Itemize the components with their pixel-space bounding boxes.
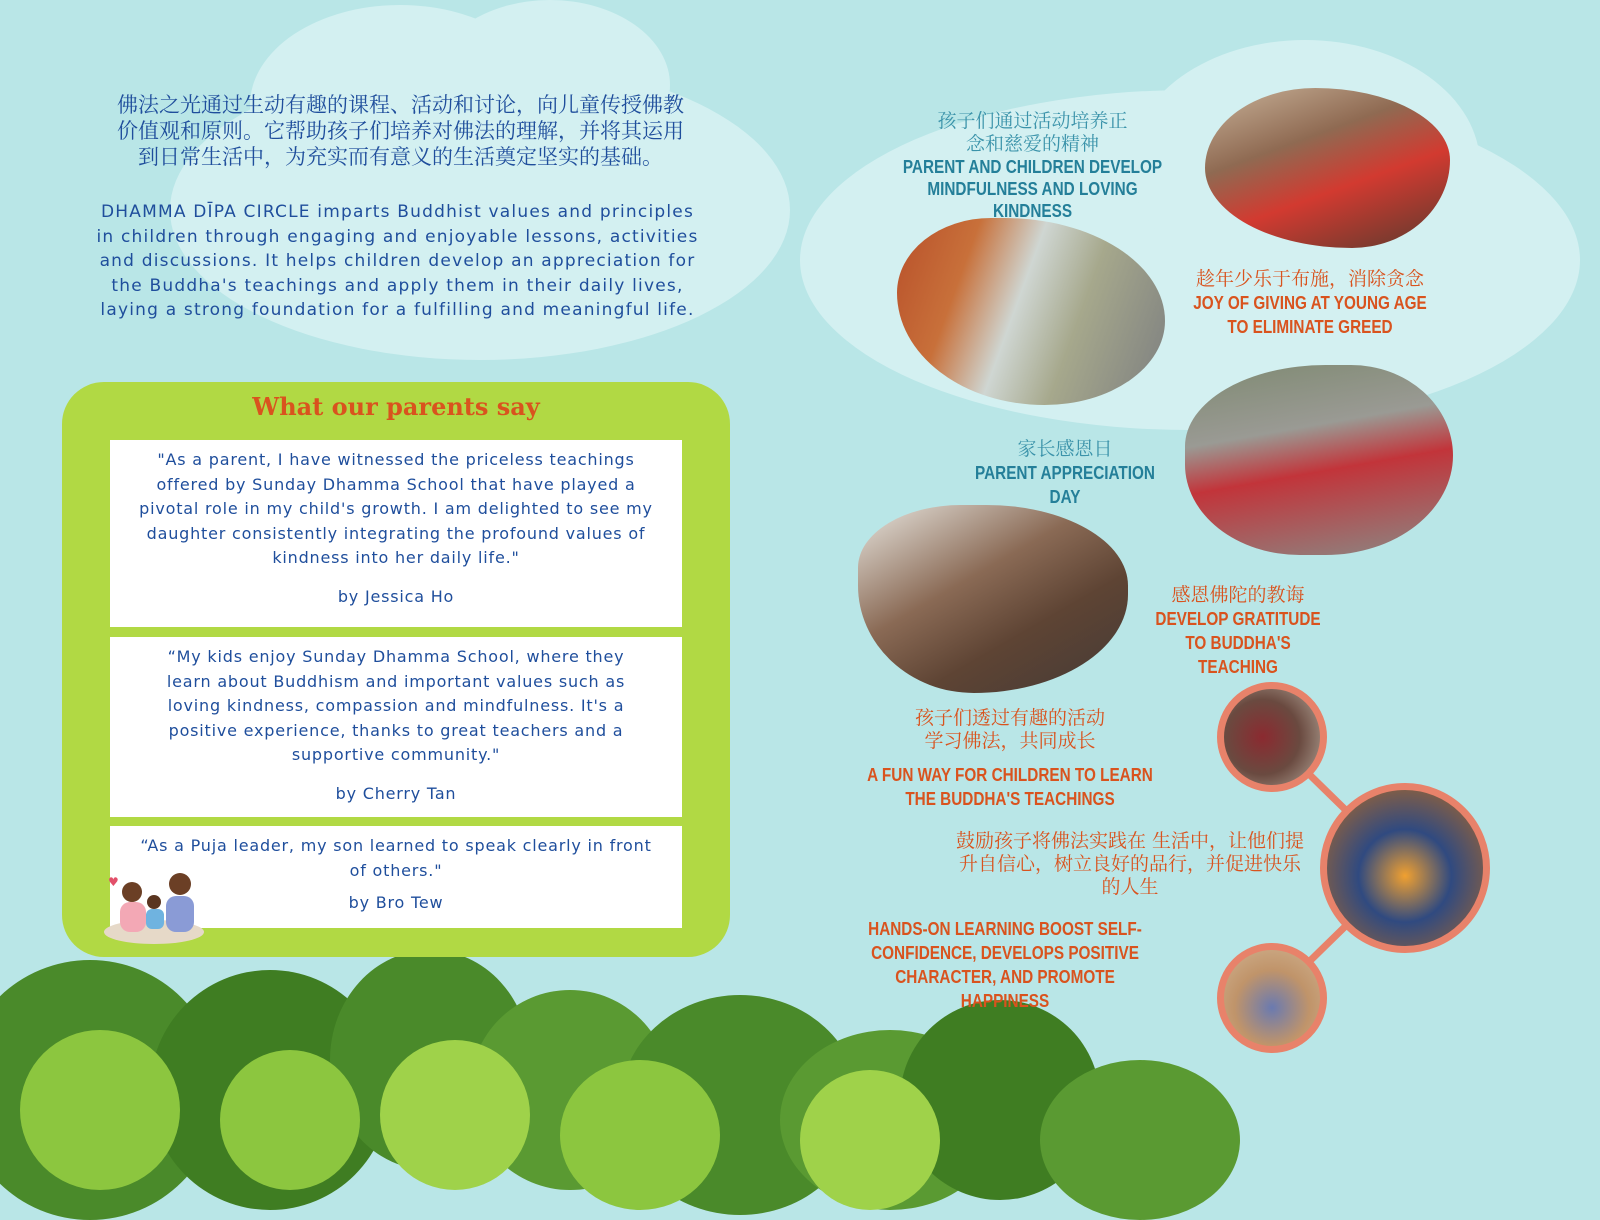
caption-chinese: 感恩佛陀的教诲 — [1171, 584, 1305, 606]
testimonial-author: by Bro Tew — [348, 893, 444, 912]
caption-chinese: 家长感恩日 — [1017, 438, 1113, 460]
caption-chinese: 鼓励孩子将佛法实践在 生活中，让他们提升自信心，树立良好的品行，并促进快乐的人生 — [955, 830, 1305, 898]
activity-caption — [840, 707, 1180, 811]
activity-photo-circle — [1320, 783, 1490, 953]
testimonial-author: by Jessica Ho — [337, 586, 455, 606]
testimonials-title: What our parents say — [252, 392, 540, 421]
testimonial-card — [110, 440, 682, 627]
testimonial-quote: "As a parent, I have witnessed the priceless teachings offered by Sunday Dhamma School that have played a pivotal role in my child's growth. I am delighted to see my daughter consistently integrating the profound values of kindness into her daily life." — [139, 450, 653, 567]
family-illustration — [102, 862, 207, 946]
caption-english: DEVELOP GRATITUDE TO BUDDHA'S TEACHING — [1155, 609, 1321, 677]
activity-photo — [1185, 365, 1453, 555]
activity-caption — [870, 110, 1195, 222]
testimonial-author: by Cherry Tan — [335, 783, 457, 803]
caption-english: A FUN WAY FOR CHILDREN TO LEARN THE BUDDHA'S TEACHINGS — [867, 765, 1153, 809]
activity-photo-circle — [1217, 682, 1327, 792]
caption-chinese: 孩子们通过活动培养正念和慈爱的精神 — [937, 110, 1128, 155]
caption-chinese: 孩子们透过有趣的活动学习佛法，共同成长 — [915, 707, 1106, 752]
activity-photo-circle — [1217, 943, 1327, 1053]
caption-english: JOY OF GIVING AT YOUNG AGE TO ELIMINATE GREED — [1193, 293, 1427, 337]
caption-chinese: 趁年少乐于布施，消除贪念 — [1195, 268, 1424, 290]
svg-text:♥: ♥ — [108, 875, 119, 889]
caption-english: HANDS-ON LEARNING BOOST SELF-CONFIDENCE, DEVELOPS POSITIVE CHARACTER, AND PROMOTE HAPPINESS — [868, 919, 1142, 1011]
testimonial-quote: “As a Puja leader, my son learned to speak clearly in front of others." — [140, 836, 652, 880]
caption-english: PARENT APPRECIATION DAY — [975, 463, 1155, 507]
activity-caption — [1128, 584, 1348, 679]
activity-caption — [940, 438, 1190, 509]
activity-caption — [1165, 268, 1455, 339]
activity-caption — [830, 830, 1305, 1013]
testimonial-quote: “My kids enjoy Sunday Dhamma School, where they learn about Buddhism and important values such as loving kindness, compassion and mindfulness. It's a positive experience, thanks to great teachers and a supportive community." — [166, 647, 626, 764]
intro-english: DHAMMA DĪPA CIRCLE imparts Buddhist values and principles in children through engaging and enjoyable lessons, activities and discussions. It helps children develop an appreciation for the Buddha's teachings and apply them in their daily lives, laying a strong foundation for a fulfilling and meaningful life. — [96, 202, 699, 320]
activity-photo — [858, 505, 1128, 693]
intro-chinese: 佛法之光通过生动有趣的课程、活动和讨论，向儿童传授佛教价值观和原则。它帮助孩子们培养对佛法的理解，并将其运用到日常生活中，为充实而有意义的生活奠定坚实的基础。 — [117, 93, 684, 169]
testimonial-card — [110, 637, 682, 817]
caption-english: PARENT AND CHILDREN DEVELOP MINDFULNESS AND LOVING KINDNESS — [902, 157, 1163, 221]
